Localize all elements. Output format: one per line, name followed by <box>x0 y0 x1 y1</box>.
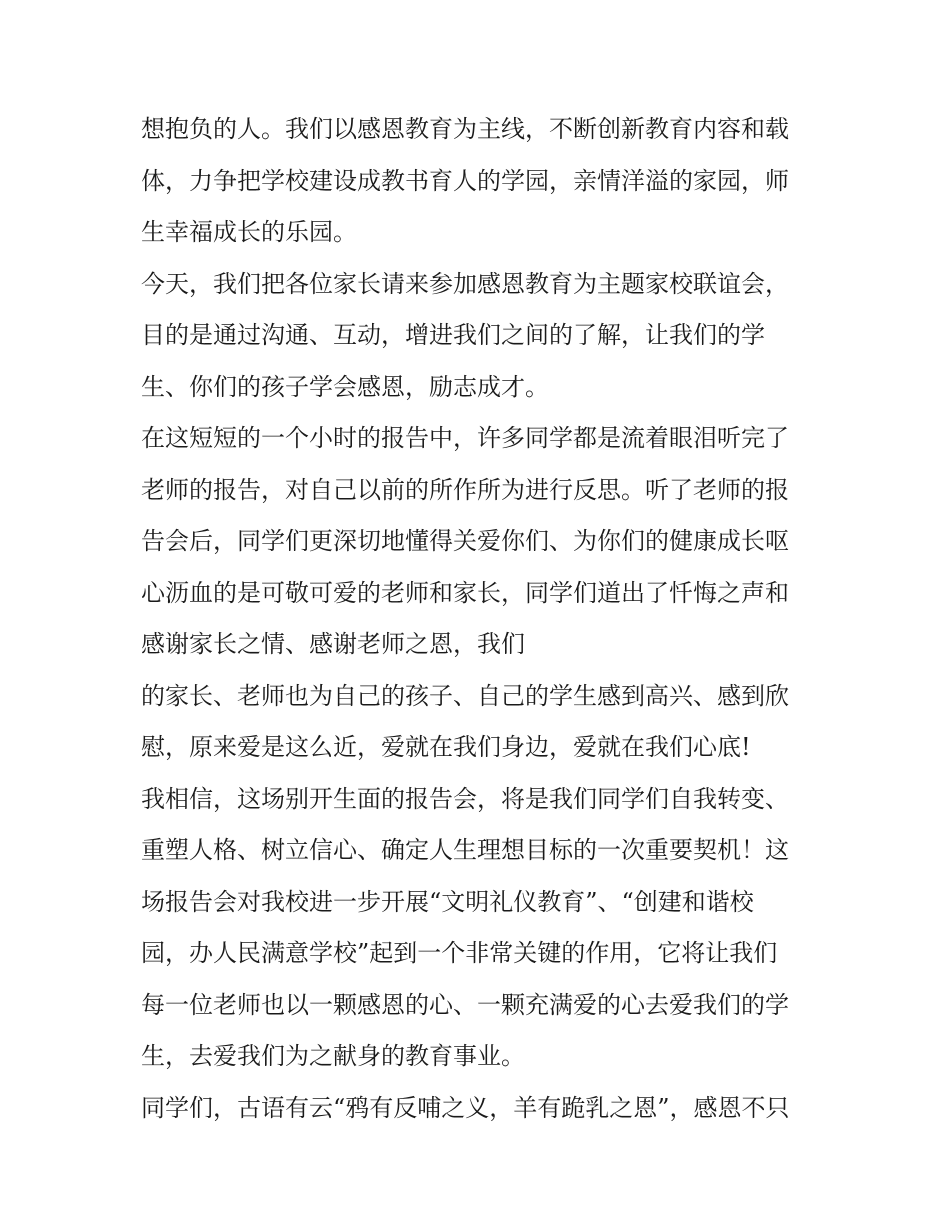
body-text <box>141 104 821 1134</box>
text-line: 在这短短的一个小时的报告中，许多同学都是流着眼泪听完了 <box>141 424 789 452</box>
text-line: 生，去爱我们为之献身的教育事业。 <box>141 1042 525 1070</box>
text-line: 场报告会对我校进一步开展“文明礼仪教育”、“创建和谐校 <box>141 887 754 916</box>
text-line: 重塑人格、树立信心、确定人生理想目标的一次重要契机！这 <box>141 836 789 864</box>
text-line: 今天，我们把各位家长请来参加感恩教育为主题家校联谊会， <box>141 269 789 298</box>
text-line: 告会后，同学们更深切地懂得关爱你们、为你们的健康成长呕 <box>141 527 789 555</box>
text-line: 园，办人民满意学校”起到一个非常关键的作用，它将让我们 <box>141 939 778 967</box>
text-line: 生幸福成长的乐园。 <box>141 218 357 246</box>
text-line: 生、你们的孩子学会感恩，励志成才。 <box>141 372 549 401</box>
text-line: 每一位老师也以一颗感恩的心、一颗充满爱的心去爱我们的学 <box>141 990 789 1019</box>
text-line: 我相信，这场别开生面的报告会，将是我们同学们自我转变、 <box>141 784 789 813</box>
text-line: 目的是通过沟通、互动，增进我们之间的了解，让我们的学 <box>141 321 765 349</box>
text-line: 慰，原来爱是这么近，爱就在我们身边，爱就在我们心底! <box>141 733 751 761</box>
text-line: 体，力争把学校建设成教书育人的学园，亲情洋溢的家园，师 <box>141 166 789 195</box>
text-line: 感谢家长之情、感谢老师之恩，我们 <box>141 630 525 658</box>
text-line: 老师的报告，对自己以前的所作所为进行反思。听了老师的报 <box>141 475 789 504</box>
text-line: 心沥血的是可敬可爱的老师和家长，同学们道出了忏悔之声和 <box>141 578 789 607</box>
text-line: 想抱负的人。我们以感恩教育为主线，不断创新教育内容和载 <box>141 115 789 143</box>
text-line: 的家长、老师也为自己的孩子、自己的学生感到高兴、感到欣 <box>141 681 789 710</box>
text-line: 同学们，古语有云“鸦有反哺之义，羊有跪乳之恩”，感恩不只 <box>141 1093 790 1122</box>
